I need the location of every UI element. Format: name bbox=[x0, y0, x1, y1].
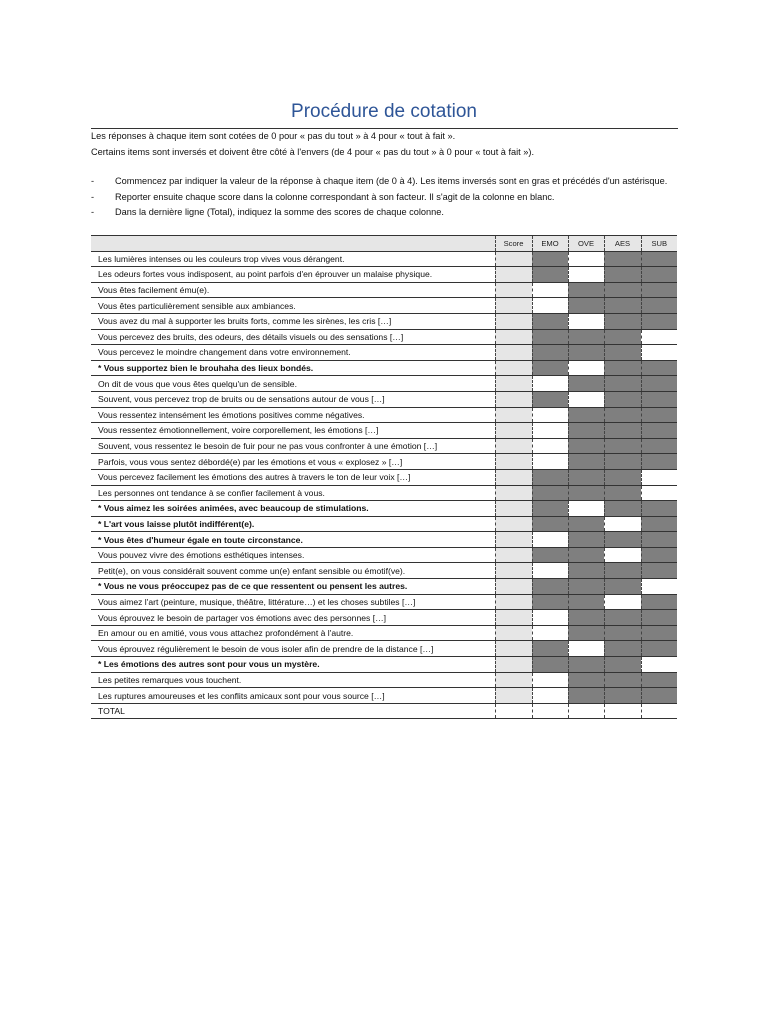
bullet-dash: - bbox=[91, 176, 95, 186]
shaded-cell-ove bbox=[568, 579, 604, 595]
shaded-cell-aes bbox=[604, 469, 641, 485]
score-cell[interactable] bbox=[495, 501, 532, 517]
open-cell-emo[interactable] bbox=[532, 407, 568, 423]
page-title: Procédure de cotation bbox=[291, 101, 477, 122]
open-cell-aes[interactable] bbox=[604, 547, 641, 563]
table-row bbox=[91, 376, 677, 392]
item-label: Parfois, vous vous sentez débordé(e) par les émotions et vous « explosez » […] bbox=[98, 456, 403, 467]
shaded-cell-emo bbox=[532, 594, 568, 610]
item-label: Vous aimez l'art (peinture, musique, théâtre, littérature…) et les choses subtiles […] bbox=[98, 596, 416, 607]
shaded-cell-emo bbox=[532, 469, 568, 485]
bullet-dash: - bbox=[91, 192, 95, 202]
score-cell[interactable] bbox=[495, 423, 532, 439]
table-row bbox=[91, 579, 677, 595]
shaded-cell-ove bbox=[568, 610, 604, 626]
table-row bbox=[91, 267, 677, 283]
table-row bbox=[91, 407, 677, 423]
table-row bbox=[91, 547, 677, 563]
score-cell[interactable] bbox=[495, 672, 532, 688]
shaded-cell-aes bbox=[604, 501, 641, 517]
score-cell[interactable] bbox=[495, 360, 532, 376]
open-cell-emo[interactable] bbox=[532, 532, 568, 548]
shaded-cell-aes bbox=[604, 579, 641, 595]
item-label: Les ruptures amoureuses et les conflits amicaux sont pour vous source […] bbox=[98, 690, 385, 701]
table-row bbox=[91, 469, 677, 485]
open-cell-ove[interactable] bbox=[568, 267, 604, 283]
shaded-cell-emo bbox=[532, 360, 568, 376]
shaded-cell-ove bbox=[568, 688, 604, 704]
shaded-cell-ove bbox=[568, 516, 604, 532]
shaded-cell-aes bbox=[604, 563, 641, 579]
open-cell-ove[interactable] bbox=[568, 501, 604, 517]
shaded-cell-emo bbox=[532, 516, 568, 532]
table-row bbox=[91, 454, 677, 470]
score-cell[interactable] bbox=[495, 485, 532, 501]
shaded-cell-aes bbox=[604, 329, 641, 345]
total-label: TOTAL bbox=[98, 706, 125, 717]
score-cell[interactable] bbox=[495, 282, 532, 298]
table-row bbox=[91, 610, 677, 626]
score-cell[interactable] bbox=[495, 547, 532, 563]
item-label-inverted: * Vous êtes d'humeur égale en toute circonstance. bbox=[98, 534, 303, 545]
open-cell-emo[interactable] bbox=[532, 625, 568, 641]
score-cell[interactable] bbox=[495, 391, 532, 407]
header-sub: SUB bbox=[651, 238, 668, 248]
open-cell-emo[interactable] bbox=[532, 376, 568, 392]
shaded-cell-emo bbox=[532, 345, 568, 361]
score-cell[interactable] bbox=[495, 345, 532, 361]
table-row bbox=[91, 657, 677, 673]
total-score-cell[interactable] bbox=[495, 703, 532, 719]
shaded-cell-sub bbox=[641, 672, 677, 688]
open-cell-sub[interactable] bbox=[641, 345, 677, 361]
item-label: Petit(e), on vous considérait souvent comme un(e) enfant sensible ou émotif(ve). bbox=[98, 565, 406, 576]
score-cell[interactable] bbox=[495, 579, 532, 595]
shaded-cell-sub bbox=[641, 501, 677, 517]
shaded-cell-sub bbox=[641, 563, 677, 579]
item-label: Vous éprouvez régulièrement le besoin de vous isoler afin de prendre de la distance […] bbox=[98, 643, 434, 654]
score-cell[interactable] bbox=[495, 625, 532, 641]
total-cell-sub[interactable] bbox=[641, 703, 677, 719]
table-row bbox=[91, 641, 677, 657]
bullet-text: Dans la dernière ligne (Total), indiquez la somme des scores de chaque colonne. bbox=[115, 207, 444, 217]
shaded-cell-emo bbox=[532, 657, 568, 673]
shaded-cell-aes bbox=[604, 360, 641, 376]
table-header-row bbox=[91, 236, 677, 252]
open-cell-ove[interactable] bbox=[568, 313, 604, 329]
score-cell[interactable] bbox=[495, 438, 532, 454]
shaded-cell-ove bbox=[568, 329, 604, 345]
header-aes: AES bbox=[604, 236, 641, 252]
open-cell-ove[interactable] bbox=[568, 641, 604, 657]
shaded-cell-ove bbox=[568, 423, 604, 439]
shaded-cell-ove bbox=[568, 594, 604, 610]
item-label-inverted: * Vous ne vous préoccupez pas de ce que ressentent ou pensent les autres. bbox=[98, 581, 408, 592]
shaded-cell-sub bbox=[641, 423, 677, 439]
table-row bbox=[91, 563, 677, 579]
header-score: Score bbox=[495, 236, 532, 252]
item-label: Vous avez du mal à supporter les bruits forts, comme les sirènes, les cris […] bbox=[98, 316, 392, 327]
shaded-cell-sub bbox=[641, 313, 677, 329]
shaded-cell-sub bbox=[641, 376, 677, 392]
item-label: Les lumières intenses ou les couleurs trop vives vous dérangent. bbox=[98, 253, 345, 264]
shaded-cell-sub bbox=[641, 251, 677, 267]
shaded-cell-sub bbox=[641, 516, 677, 532]
shaded-cell-aes bbox=[604, 313, 641, 329]
item-label: Vous ressentez intensément les émotions positives comme négatives. bbox=[98, 409, 365, 420]
total-row bbox=[91, 703, 677, 719]
open-cell-sub[interactable] bbox=[641, 579, 677, 595]
shaded-cell-aes bbox=[604, 251, 641, 267]
table-row bbox=[91, 360, 677, 376]
shaded-cell-sub bbox=[641, 625, 677, 641]
title-rule bbox=[91, 128, 678, 129]
shaded-cell-ove bbox=[568, 563, 604, 579]
item-label: Les petites remarques vous touchent. bbox=[98, 674, 242, 685]
table-row bbox=[91, 345, 677, 361]
score-cell[interactable] bbox=[495, 688, 532, 704]
shaded-cell-aes bbox=[604, 625, 641, 641]
shaded-cell-emo bbox=[532, 391, 568, 407]
shaded-cell-ove bbox=[568, 532, 604, 548]
table-row bbox=[91, 298, 677, 314]
table-row bbox=[91, 532, 677, 548]
shaded-cell-sub bbox=[641, 641, 677, 657]
score-cell[interactable] bbox=[495, 329, 532, 345]
shaded-cell-aes bbox=[604, 391, 641, 407]
item-label: Vous percevez facilement les émotions des autres à travers le ton de leur voix […] bbox=[98, 472, 411, 483]
shaded-cell-aes bbox=[604, 423, 641, 439]
shaded-cell-aes bbox=[604, 345, 641, 361]
open-cell-emo[interactable] bbox=[532, 610, 568, 626]
shaded-cell-sub bbox=[641, 610, 677, 626]
open-cell-emo[interactable] bbox=[532, 298, 568, 314]
header-ove: OVE bbox=[568, 236, 604, 252]
item-label: En amour ou en amitié, vous vous attachez profondément à l'autre. bbox=[98, 628, 354, 639]
shaded-cell-ove bbox=[568, 625, 604, 641]
bullet-text: Commencez par indiquer la valeur de la réponse à chaque item (de 0 à 4). Les items inversés sont en gras et précédés d'un astérisque. bbox=[115, 176, 668, 186]
score-cell[interactable] bbox=[495, 407, 532, 423]
table-row bbox=[91, 313, 677, 329]
table-row bbox=[91, 625, 677, 641]
item-label: Vous percevez le moindre changement dans votre environnement. bbox=[98, 347, 351, 358]
shaded-cell-ove bbox=[568, 298, 604, 314]
shaded-cell-emo bbox=[532, 251, 568, 267]
table-row bbox=[91, 438, 677, 454]
shaded-cell-ove bbox=[568, 376, 604, 392]
shaded-cell-sub bbox=[641, 407, 677, 423]
header-item bbox=[91, 236, 495, 252]
shaded-cell-sub bbox=[641, 454, 677, 470]
open-cell-emo[interactable] bbox=[532, 438, 568, 454]
score-cell[interactable] bbox=[495, 657, 532, 673]
shaded-cell-ove bbox=[568, 469, 604, 485]
shaded-cell-aes bbox=[604, 610, 641, 626]
table-body bbox=[91, 251, 677, 719]
shaded-cell-aes bbox=[604, 376, 641, 392]
table-row bbox=[91, 329, 677, 345]
item-label: Vous percevez des bruits, des odeurs, des détails visuels ou des sensations […] bbox=[98, 331, 404, 342]
total-cell-emo[interactable] bbox=[532, 703, 568, 719]
table-row bbox=[91, 391, 677, 407]
total-cell-aes[interactable] bbox=[604, 703, 641, 719]
shaded-cell-emo bbox=[532, 547, 568, 563]
open-cell-emo[interactable] bbox=[532, 672, 568, 688]
shaded-cell-emo bbox=[532, 501, 568, 517]
item-label: Les odeurs fortes vous indisposent, au point parfois d'en éprouver un malaise physique. bbox=[98, 269, 433, 280]
open-cell-emo[interactable] bbox=[532, 563, 568, 579]
shaded-cell-ove bbox=[568, 485, 604, 501]
shaded-cell-aes bbox=[604, 454, 641, 470]
score-cell[interactable] bbox=[495, 516, 532, 532]
score-cell[interactable] bbox=[495, 563, 532, 579]
shaded-cell-aes bbox=[604, 641, 641, 657]
shaded-cell-aes bbox=[604, 407, 641, 423]
shaded-cell-ove bbox=[568, 345, 604, 361]
header-emo: EMO bbox=[532, 236, 568, 252]
shaded-cell-sub bbox=[641, 532, 677, 548]
shaded-cell-emo bbox=[532, 485, 568, 501]
open-cell-emo[interactable] bbox=[532, 282, 568, 298]
table-row bbox=[91, 501, 677, 517]
open-cell-sub[interactable] bbox=[641, 485, 677, 501]
shaded-cell-ove bbox=[568, 282, 604, 298]
item-label: Souvent, vous ressentez le besoin de fuir pour ne pas vous confronter à une émotion […] bbox=[98, 441, 438, 452]
shaded-cell-ove bbox=[568, 407, 604, 423]
shaded-cell-ove bbox=[568, 438, 604, 454]
item-label: Vous éprouvez le besoin de partager vos émotions avec des personnes […] bbox=[98, 612, 387, 623]
item-label: Les personnes ont tendance à se confier facilement à vous. bbox=[98, 487, 325, 498]
shaded-cell-aes bbox=[604, 657, 641, 673]
shaded-cell-aes bbox=[604, 672, 641, 688]
open-cell-ove[interactable] bbox=[568, 360, 604, 376]
shaded-cell-emo bbox=[532, 641, 568, 657]
open-cell-sub[interactable] bbox=[641, 469, 677, 485]
shaded-cell-emo bbox=[532, 329, 568, 345]
shaded-cell-aes bbox=[604, 485, 641, 501]
shaded-cell-ove bbox=[568, 547, 604, 563]
open-cell-aes[interactable] bbox=[604, 516, 641, 532]
open-cell-emo[interactable] bbox=[532, 688, 568, 704]
item-label: Vous êtes particulièrement sensible aux ambiances. bbox=[98, 300, 296, 311]
score-cell[interactable] bbox=[495, 594, 532, 610]
total-cell-ove[interactable] bbox=[568, 703, 604, 719]
item-label: Vous êtes facilement ému(e). bbox=[98, 285, 210, 296]
open-cell-emo[interactable] bbox=[532, 423, 568, 439]
item-label-inverted: * Vous supportez bien le brouhaha des lieux bondés. bbox=[98, 363, 314, 374]
open-cell-aes[interactable] bbox=[604, 594, 641, 610]
table-row bbox=[91, 594, 677, 610]
score-cell[interactable] bbox=[495, 454, 532, 470]
scoring-table bbox=[91, 235, 677, 719]
shaded-cell-emo bbox=[532, 267, 568, 283]
shaded-cell-sub bbox=[641, 282, 677, 298]
score-cell[interactable] bbox=[495, 610, 532, 626]
shaded-cell-aes bbox=[604, 688, 641, 704]
shaded-cell-sub bbox=[641, 360, 677, 376]
shaded-cell-sub bbox=[641, 298, 677, 314]
item-label-inverted: * Vous aimez les soirées animées, avec beaucoup de stimulations. bbox=[98, 503, 369, 514]
open-cell-ove[interactable] bbox=[568, 251, 604, 267]
table-row bbox=[91, 423, 677, 439]
score-cell[interactable] bbox=[495, 469, 532, 485]
intro-line-2: Certains items sont inversés et doivent être côté à l'envers (de 4 pour « pas du tout » à 0 pour « tout à fait »). bbox=[91, 147, 535, 157]
shaded-cell-emo bbox=[532, 579, 568, 595]
table-row bbox=[91, 251, 677, 267]
open-cell-sub[interactable] bbox=[641, 329, 677, 345]
shaded-cell-sub bbox=[641, 547, 677, 563]
shaded-cell-sub bbox=[641, 688, 677, 704]
open-cell-ove[interactable] bbox=[568, 391, 604, 407]
bullet-text: Reporter ensuite chaque score dans la colonne correspondant à son facteur. Il s'agit de la colonne en blanc. bbox=[115, 192, 555, 202]
shaded-cell-ove bbox=[568, 657, 604, 673]
score-cell[interactable] bbox=[495, 313, 532, 329]
shaded-cell-aes bbox=[604, 438, 641, 454]
intro-line-1: Les réponses à chaque item sont cotées de 0 pour « pas du tout » à 4 pour « tout à fait ». bbox=[91, 131, 456, 141]
shaded-cell-aes bbox=[604, 532, 641, 548]
shaded-cell-aes bbox=[604, 267, 641, 283]
item-label: On dit de vous que vous êtes quelqu'un de sensible. bbox=[98, 378, 297, 389]
bullet-dash: - bbox=[91, 207, 95, 217]
table-row bbox=[91, 672, 677, 688]
item-label-inverted: * Les émotions des autres sont pour vous un mystère. bbox=[98, 659, 320, 670]
score-cell[interactable] bbox=[495, 376, 532, 392]
shaded-cell-sub bbox=[641, 594, 677, 610]
shaded-cell-sub bbox=[641, 438, 677, 454]
score-cell[interactable] bbox=[495, 298, 532, 314]
table-row bbox=[91, 688, 677, 704]
open-cell-sub[interactable] bbox=[641, 657, 677, 673]
item-label: Vous pouvez vivre des émotions esthétiques intenses. bbox=[98, 550, 305, 561]
score-cell[interactable] bbox=[495, 251, 532, 267]
shaded-cell-ove bbox=[568, 672, 604, 688]
item-label: Vous ressentez émotionnellement, voire corporellement, les émotions […] bbox=[98, 425, 379, 436]
item-label: Souvent, vous percevez trop de bruits ou de sensations autour de vous […] bbox=[98, 394, 385, 405]
score-cell[interactable] bbox=[495, 532, 532, 548]
score-cell[interactable] bbox=[495, 267, 532, 283]
open-cell-emo[interactable] bbox=[532, 454, 568, 470]
shaded-cell-emo bbox=[532, 313, 568, 329]
item-label-inverted: * L'art vous laisse plutôt indifférent(e). bbox=[98, 518, 255, 529]
table-row bbox=[91, 516, 677, 532]
shaded-cell-sub bbox=[641, 391, 677, 407]
shaded-cell-aes bbox=[604, 298, 641, 314]
shaded-cell-aes bbox=[604, 282, 641, 298]
shaded-cell-sub bbox=[641, 267, 677, 283]
score-cell[interactable] bbox=[495, 641, 532, 657]
table-row bbox=[91, 485, 677, 501]
shaded-cell-ove bbox=[568, 454, 604, 470]
table-row bbox=[91, 282, 677, 298]
